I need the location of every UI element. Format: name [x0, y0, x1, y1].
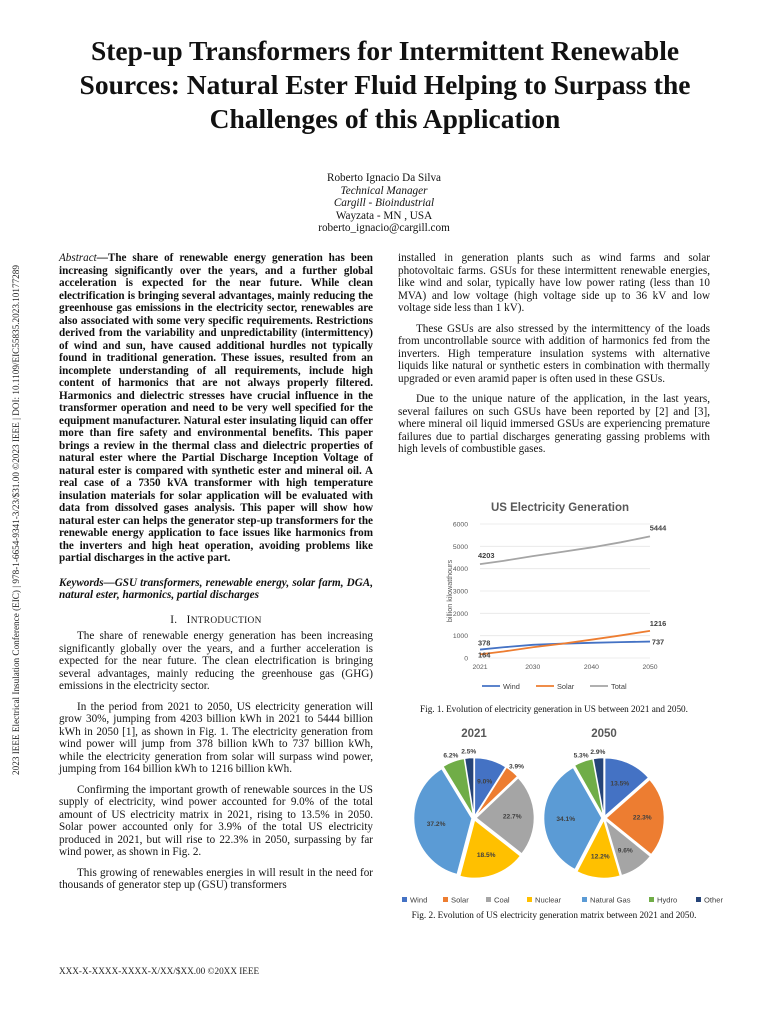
legend-label: Hydro [657, 895, 678, 905]
author-name: Roberto Ignacio Da Silva [326, 172, 442, 184]
x-tick-label: 2030 [525, 664, 541, 671]
y-tick-label: 0 [464, 655, 468, 663]
pie-data-label: 22.3% [632, 814, 652, 822]
y-axis-label: billion kilowatthours [445, 559, 454, 623]
legend-label: Wind [410, 895, 428, 905]
data-label: 5444 [649, 523, 667, 533]
paragraph: Due to the unique nature of the application, in the last years, several failures on such GSUs have been reported by [2] and [3], where mineral oil liquid immersed GSUs are experiencing premature failures due to partial discharges generating gassing problems with high levels of combustible gases. [398, 393, 710, 455]
doi-side-note [6, 240, 26, 800]
pie-title: 2050 [591, 728, 617, 740]
series-line-total [480, 536, 650, 564]
y-tick-label: 1000 [452, 633, 468, 641]
paper-title: Step-up Transformers for Intermittent Renewable Sources: Natural Ester Fluid Helping to Surpass the Challenges of this Application [79, 35, 691, 134]
left-column [59, 252, 373, 892]
legend-label: Solar [451, 895, 469, 905]
legend-swatch-other [696, 897, 701, 902]
legend-label: Coal [494, 895, 510, 905]
data-label: 164 [478, 650, 491, 660]
abstract-label: Abstract [59, 252, 97, 264]
x-tick-label: 2050 [642, 664, 658, 671]
pie-data-label: 2.9% [590, 748, 606, 756]
paragraph: In the period from 2021 to 2050, US electricity generation will grow 30%, jumping from 4203 billion kWh in 2021 to 5444 billion kWh in 2050 [1], as shown in Fig. 1. The electricity generation from wind power will jump from 378 billion kWh to 737 billion kWh, while the electricity generation from solar will surpass wind power, jumping from 164 billion kWh to 1216 billion kWh. [59, 700, 373, 775]
data-label: 1216 [649, 618, 667, 628]
legend-label: Nuclear [535, 895, 562, 905]
paragraph: This growing of renewables energies in will result in the need for thousands of generator step up (GSU) transformers [59, 866, 373, 891]
legend-label: Wind [503, 682, 520, 691]
legend-label: Solar [557, 682, 575, 691]
legend-swatch-nuclear [527, 897, 532, 902]
figure-1-caption: Fig. 1. Evolution of electricity generation in US between 2021 and 2050. [420, 704, 688, 714]
pie-data-label: 3.9% [509, 763, 525, 771]
y-tick-label: 3000 [452, 588, 468, 596]
doi-side-note-text: 2023 IEEE Electrical Insulation Conference (EIC) | 978-1-6654-9341-3/23/$31.00 ©2023 IEEE | DOI: 10.1109/EIC55835.2023.10177289 [11, 265, 22, 775]
section-heading-introduction: I. INTRODUCTION [170, 613, 262, 626]
abstract-text: —The share of renewable energy generation has been increasing significantly over the years, and a further global acceleration is expected for the near future. While clean electrification is bringing several advantages, mainly reducing the greenhouse gas emissions in the electricity sector, renewables are also associated with some very specific requirements. Restrictions derived from the variability and unpredictability (intermittency) of wind and sun, have caused additional hurdles not typically found in traditional generation. These issues, resulted from an incomplete understanding of all requirements, include high content of harmonics that are not always properly filtered. Harmonics and dielectric stresses have crucial influence in the transformer operation and need to be very well specified for the equipment manufacturer. Natural ester insulating liquid can offer more than fire safety and environmental benefits. This paper brings a review in the thermal class and dielectric properties of natural ester where the Partial Discharge Inception Voltage of natural ester is compared with synthetic ester and mineral oil. A real case of a 7350 kVA transformer with high temperature insulation materials for solar application will be evaluated with data from dissolved gases analysis. This paper will show how natural ester can helps the generator step-up transformers for the renewable energy application to face issues like harmonics from the inverters and high heat operation, avoiding problems like partial discharges in the active part. [59, 252, 373, 564]
x-tick-label: 2021 [472, 664, 488, 671]
legend-swatch-solar [443, 897, 448, 902]
y-tick-label: 5000 [452, 543, 468, 551]
author-email[interactable]: roberto_ignacio@cargill.com [318, 222, 450, 234]
data-label: 378 [478, 638, 491, 648]
paragraph: installed in generation plants such as wind farms and solar photovoltaic farms. GSUs for these intermittent renewable energies, like wind and solar, typically have low power rating (less than 10 MVA) and low voltage (high voltage side up to 36 kV and low voltage side less than 1 kV). [398, 252, 710, 314]
pie-data-label: 5.3% [573, 752, 589, 760]
pie-data-label: 37.2% [426, 821, 446, 829]
pie-data-label: 18.5% [476, 851, 496, 859]
pie-data-label: 2.5% [461, 748, 477, 756]
abstract [59, 252, 373, 565]
legend-swatch-coal [486, 897, 491, 902]
right-column [398, 252, 710, 456]
data-label: 737 [651, 637, 665, 647]
paragraph: Confirming the important growth of renewable sources in the US supply of electricity, wind power accounted for 9.0% of the total amount of US electricity matrix in 2021, rising to 13.5% in 2050. Solar power accounted only for 3.9% of the total US electricity produced in 2021, but will rise to 22.3% in 2050, surpassing by far wind power, as shown in Fig. 2. [59, 783, 373, 858]
pie-data-label: 13.5% [610, 780, 630, 788]
pie-data-label: 22.7% [502, 813, 522, 821]
paragraph: These GSUs are also stressed by the intermittency of the loads from uncontrollable source with addition of harmonics fed from the inverters. High temperature insulation systems with alternative liquids like natural or synthetic esters in combination with thermally upgraded or even aramid paper is often used in these GSUs. [398, 322, 710, 385]
x-tick-label: 2040 [583, 664, 599, 671]
legend-label: Total [611, 682, 627, 691]
legend-label: Natural Gas [590, 895, 631, 905]
legend-label: Other [704, 895, 723, 905]
pie-data-label: 9.0% [477, 778, 493, 786]
pie-title: 2021 [461, 728, 487, 740]
pie-data-label: 9.6% [617, 847, 633, 855]
data-label: 4203 [478, 551, 495, 561]
y-tick-label: 6000 [452, 521, 468, 529]
generation-matrix-pie-charts [398, 722, 723, 910]
legend-swatch-wind [402, 897, 407, 902]
chart-title: US Electricity Generation [490, 502, 630, 514]
pie-data-label: 12.2% [590, 853, 610, 861]
author-location: Wayzata - MN , USA [335, 209, 433, 222]
pie-data-label: 34.1% [556, 816, 576, 824]
legend-swatch-natural-gas [582, 897, 587, 902]
author-organization: Cargill - Bioindustrial [333, 197, 435, 209]
pie-data-label: 6.2% [443, 752, 459, 760]
author-block [214, 172, 554, 235]
copyright-footer: XXX-X-XXXX-XXXX-X/XX/$XX.00 ©20XX IEEE [59, 966, 260, 976]
us-electricity-generation-line-chart [410, 494, 710, 702]
paragraph: The share of renewable energy generation has been increasing significantly globally over the years, and a further acceleration is expected for the near future. The clean electrification is bringing several advantages, mainly reducing the greenhouse gas (GHG) emissions in the electricity sector. [59, 630, 373, 692]
keywords: Keywords—GSU transformers, renewable energy, solar farm, DGA, natural ester, harmonics, partial discharges [59, 576, 373, 601]
y-tick-label: 4000 [452, 566, 468, 574]
legend-swatch-hydro [649, 897, 654, 902]
figure-2-caption: Fig. 2. Evolution of US electricity generation matrix between 2021 and 2050. [411, 910, 697, 920]
author-role: Technical Manager [340, 184, 428, 197]
y-tick-label: 2000 [452, 610, 468, 618]
